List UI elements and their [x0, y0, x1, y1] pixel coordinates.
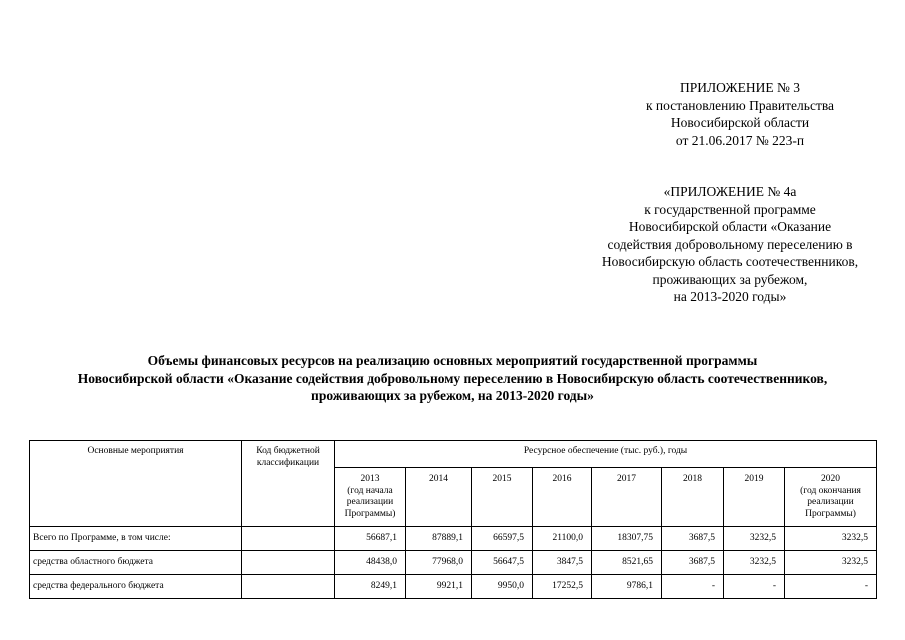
row-value: 18307,75	[592, 527, 662, 551]
appendix-4a-line: Новосибирской области «Оказание	[628, 219, 832, 234]
appendix-3-line: к постановлению Правительства	[645, 97, 835, 113]
appendix-4a-line: к государственной программе	[644, 201, 816, 217]
header-year: 2013 (год начала реализации Программы)	[335, 468, 406, 527]
financing-table	[29, 440, 877, 599]
row-value: 3847,5	[533, 551, 592, 575]
row-value: 56647,5	[472, 551, 533, 575]
appendix-3-header	[590, 79, 890, 149]
appendix-3-line: от 21.06.2017 № 223-п	[675, 132, 805, 148]
row-budget-code	[242, 527, 335, 551]
document-title	[10, 352, 895, 405]
row-value: 56687,1	[335, 527, 406, 551]
row-value: 9950,0	[472, 575, 533, 599]
row-value: 8249,1	[335, 575, 406, 599]
row-value: 3687,5	[662, 551, 724, 575]
document-title-line: Объемы финансовых ресурсов на реализацию основных мероприятий государственной программы	[147, 353, 758, 368]
header-year: 2017	[592, 468, 662, 527]
appendix-4a-line: содействия добровольному переселению в	[607, 236, 853, 252]
header-activities: Основные мероприятия	[30, 441, 242, 527]
row-value: 9921,1	[406, 575, 472, 599]
table-row	[30, 527, 877, 551]
table-row	[30, 575, 877, 599]
appendix-3-line: Новосибирской области	[670, 115, 810, 130]
row-value: 8521,65	[592, 551, 662, 575]
header-resources: Ресурсное обеспечение (тыс. руб.), годы	[335, 441, 877, 468]
row-value: 87889,1	[406, 527, 472, 551]
header-year: 2015	[472, 468, 533, 527]
row-value: 3232,5	[785, 551, 877, 575]
table-header-row	[30, 441, 877, 468]
row-label: средства федерального бюджета	[30, 575, 242, 599]
appendix-4a-header	[560, 183, 900, 306]
row-value: 21100,0	[533, 527, 592, 551]
row-budget-code	[242, 551, 335, 575]
row-value: -	[785, 575, 877, 599]
row-value: 3687,5	[662, 527, 724, 551]
row-value: 3232,5	[724, 527, 785, 551]
row-value: 77968,0	[406, 551, 472, 575]
header-year: 2014	[406, 468, 472, 527]
header-year: 2016	[533, 468, 592, 527]
row-label: средства областного бюджета	[30, 551, 242, 575]
row-value: 3232,5	[724, 551, 785, 575]
row-value: 17252,5	[533, 575, 592, 599]
document-title-line: Новосибирской области «Оказание содействия добровольному переселению в Новосибирскую область соотечественников,	[77, 370, 828, 386]
header-year: 2019	[724, 468, 785, 527]
row-label: Всего по Программе, в том числе:	[30, 527, 242, 551]
appendix-4a-line: на 2013-2020 годы»	[673, 289, 787, 304]
appendix-4a-line: Новосибирскую область соотечественников,	[601, 254, 859, 269]
row-value: 66597,5	[472, 527, 533, 551]
header-year: 2018	[662, 468, 724, 527]
appendix-4a-line: «ПРИЛОЖЕНИЕ № 4а	[663, 184, 797, 199]
row-value: 48438,0	[335, 551, 406, 575]
table-row	[30, 551, 877, 575]
row-value: -	[724, 575, 785, 599]
row-budget-code	[242, 575, 335, 599]
row-value: 9786,1	[592, 575, 662, 599]
document-title-line: проживающих за рубежом, на 2013-2020 годы»	[311, 388, 594, 403]
header-budget-code: Код бюджетной классификации	[242, 441, 335, 527]
row-value: -	[662, 575, 724, 599]
appendix-3-line: ПРИЛОЖЕНИЕ № 3	[679, 80, 801, 95]
row-value: 3232,5	[785, 527, 877, 551]
appendix-4a-line: проживающих за рубежом,	[652, 271, 808, 287]
header-year: 2020 (год окончания реализации Программы)	[785, 468, 877, 527]
